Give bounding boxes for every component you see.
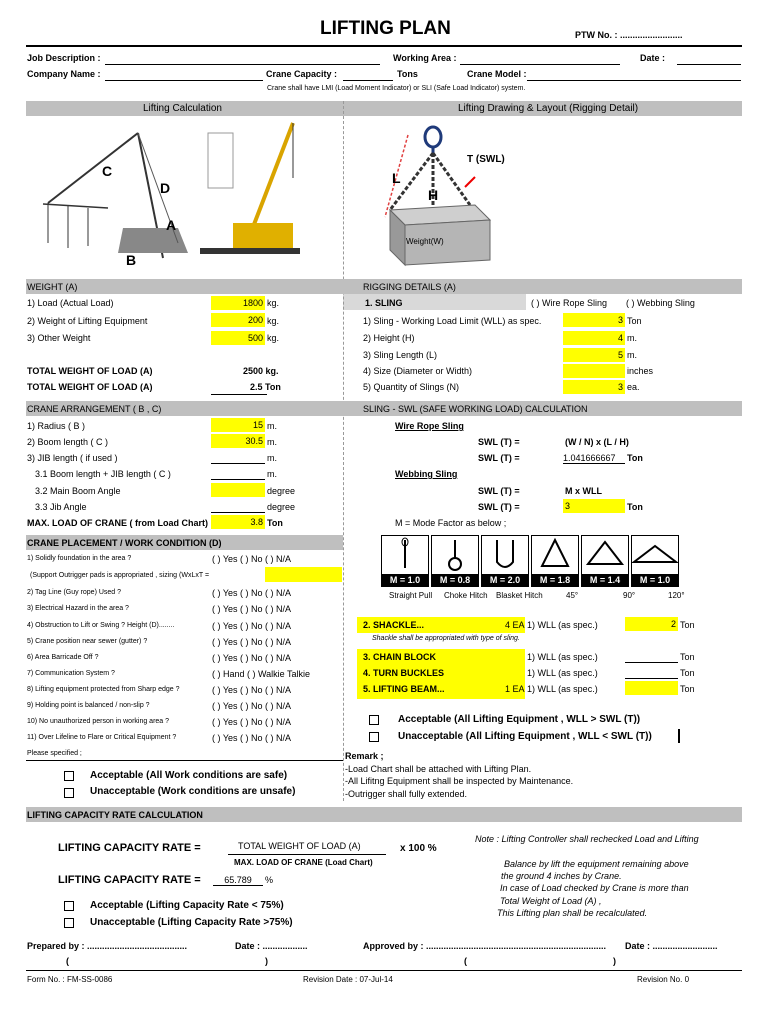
- sling-mode-120: [631, 535, 679, 587]
- placement-row-label: 6) Area Barricade Off ?: [27, 654, 99, 661]
- crane-label-b: B: [126, 252, 137, 268]
- rate-unacceptable-label: Unacceptable (Lifting Capacity Rate >75%): [90, 917, 293, 928]
- rate-times: x 100 %: [400, 843, 437, 854]
- fraction-bar: [228, 854, 386, 855]
- sling-mode-90: [581, 535, 629, 587]
- rate-unacceptable-checkbox[interactable]: [64, 918, 74, 928]
- sling-mode-45: [531, 535, 579, 587]
- crane-model-label: Crane Model :: [467, 69, 527, 79]
- weight-row-label: 3) Other Weight: [27, 333, 91, 343]
- capacity-note: Note : Lifting Controller shall rechecked Load and Lifting: [475, 834, 699, 844]
- rate-percent: %: [265, 875, 274, 885]
- rigging-unit: m.: [627, 333, 637, 343]
- placement-row-label: 2) Tag Line (Guy rope) Used ?: [27, 589, 122, 596]
- ptw-number-field[interactable]: PTW No. : .........................: [575, 30, 683, 40]
- rate-acceptable-label: Acceptable (Lifting Capacity Rate < 75%): [90, 900, 284, 911]
- webbing-option[interactable]: ( ) Webbing Sling: [626, 298, 695, 308]
- rate-numerator: TOTAL WEIGHT OF LOAD (A): [238, 841, 361, 851]
- crane-row-label: 3.1 Boom length + JIB length ( C ): [35, 469, 171, 479]
- placement-row-label: 8) Lifting equipment protected from Sharp edge ?: [27, 686, 180, 693]
- wll-spec-label: 1) WLL (as spec.): [527, 652, 598, 662]
- footer-divider: [26, 970, 742, 971]
- date-label: Date :: [640, 53, 666, 63]
- lifting-beam-ton-unit: Ton: [680, 684, 695, 694]
- swl-label: SWL (T) =: [478, 437, 520, 447]
- placement-options[interactable]: ( ) Yes ( ) No ( ) N/A: [212, 717, 292, 727]
- working-area-label: Working Area :: [393, 53, 457, 63]
- placement-options[interactable]: ( ) Hand ( ) Walkie Talkie: [212, 669, 311, 679]
- mode-factor-note: M = Mode Factor as below ;: [395, 518, 507, 528]
- factor-caption: 120°: [668, 591, 685, 600]
- revision-number: Revision No. 0: [637, 975, 690, 984]
- equipment-unacceptable-label: Unacceptable (All Lifting Equipment , WLL < SWL (T)): [398, 731, 652, 742]
- swl-ton-unit: Ton: [627, 502, 643, 512]
- wire-swl-value: 1.041666667: [563, 452, 625, 464]
- weight-row-label: 2) Weight of Lifting Equipment: [27, 316, 148, 326]
- crane-row-label: 3.2 Main Boom Angle: [35, 486, 121, 496]
- capacity-note: the ground 4 inches by Crane.: [501, 871, 622, 881]
- crane-capacity-field[interactable]: [343, 80, 393, 81]
- placement-options[interactable]: ( ) Yes ( ) No ( ) N/A: [212, 637, 292, 647]
- swl-title: SLING - SWL (SAFE WORKING LOAD) CALCULATION: [363, 404, 588, 414]
- webbing-formula: M x WLL: [565, 486, 602, 496]
- crane-arrangement-title: CRANE ARRANGEMENT ( B , C): [27, 404, 162, 414]
- jib-length-value[interactable]: [211, 452, 265, 464]
- rigging-row-label: 4) Size (Diameter or Width): [363, 366, 473, 376]
- crane-label-d: D: [160, 180, 171, 196]
- capacity-note: Balance by lift the equipment remaining above: [504, 859, 689, 869]
- shackle-note: Shackle shall be appropriated with type of sling.: [372, 635, 520, 642]
- factor-label: M = 2.0: [482, 574, 528, 586]
- company-name-field[interactable]: [105, 80, 263, 81]
- page-title: LIFTING PLAN: [320, 18, 451, 39]
- remark-line: -All Lifitng Equipment shall be inspected by Maintenance.: [345, 776, 574, 786]
- rate-label: LIFTING CAPACITY RATE =: [58, 842, 201, 854]
- max-load-label: MAX. LOAD OF CRANE ( from Load Chart): [27, 518, 208, 528]
- header-divider: [26, 45, 742, 47]
- approver-name-close: ): [613, 956, 616, 966]
- wire-rope-title: Wire Rope Sling: [395, 421, 464, 431]
- wire-formula: (W / N) x (L / H): [565, 437, 629, 447]
- preparer-name-close: ): [265, 956, 268, 966]
- weight-title: WEIGHT (A): [27, 282, 78, 292]
- rigging-row-label: 3) Sling Length (L): [363, 350, 438, 360]
- chain-block-wll-field[interactable]: [625, 651, 678, 663]
- total-underline: [211, 394, 267, 395]
- radius-value[interactable]: 15: [211, 418, 265, 432]
- wll-spec-label: 1) WLL (as spec.): [527, 684, 598, 694]
- length-label: L: [392, 170, 401, 186]
- height-value[interactable]: 4: [563, 331, 625, 345]
- prepared-by-field[interactable]: Prepared by : ........................................: [27, 941, 188, 951]
- capacity-note: Total Weight of Load (A) ,: [500, 896, 602, 906]
- jib-angle-value[interactable]: [211, 501, 265, 513]
- factor-label: M = 1.8: [532, 574, 578, 586]
- boom-length-value[interactable]: 30.5: [211, 434, 265, 448]
- sling-quantity-value[interactable]: 3: [563, 380, 625, 394]
- weight-unit: kg.: [267, 298, 280, 308]
- lifting-calculation-title: Lifting Calculation: [143, 103, 222, 114]
- text-cursor: [678, 729, 680, 743]
- swl-label: SWL (T) =: [478, 453, 520, 463]
- placement-options[interactable]: ( ) Yes ( ) No ( ) N/A: [212, 653, 292, 663]
- crane-unit: degree: [267, 502, 296, 512]
- swl-label: SWL (T) =: [478, 486, 520, 496]
- weight-other-value[interactable]: 500: [211, 331, 265, 345]
- please-specified: Please specified ;: [27, 750, 82, 757]
- approved-by-field[interactable]: Approved by : ........................................................................: [363, 941, 607, 951]
- swl-ton-unit: Ton: [627, 453, 643, 463]
- equipment-acceptable-checkbox[interactable]: [369, 715, 379, 725]
- sling-mode-straight: [381, 535, 429, 587]
- date-field[interactable]: [677, 64, 741, 65]
- rigging-unit: ea.: [627, 382, 640, 392]
- chain-block-ton-unit: Ton: [680, 652, 695, 662]
- prepared-date-field[interactable]: Date : ..................: [235, 941, 308, 951]
- lmi-note: Crane shall have LMI (Load Moment Indicator) or SLI (Safe Load Indicator) system.: [267, 85, 526, 92]
- rate-denominator: MAX. LOAD OF CRANE (Load Chart): [234, 858, 373, 867]
- total-weight-kg: 2500 kg.: [243, 366, 279, 376]
- weight-load-value[interactable]: 1800: [211, 296, 265, 310]
- form-number: Form No. : FM-SS-0086: [27, 975, 113, 984]
- rigging-title: RIGGING DETAILS (A): [363, 282, 456, 292]
- total-weight-kg-label: TOTAL WEIGHT OF LOAD (A): [27, 366, 153, 376]
- capacity-note: In case of Load checked by Crane is more than: [500, 883, 689, 893]
- placement-title: CRANE PLACEMENT / WORK CONDITION (D): [27, 538, 222, 548]
- placement-row-label: 10) No unauthorized person in working area ?: [27, 718, 170, 725]
- shackle-label: 2. SHACKLE...: [363, 620, 425, 630]
- placement-row-label: (Support Outrigger pads is appropriated , sizing (WxLxT =: [30, 572, 210, 579]
- placement-options[interactable]: ( ) Yes ( ) No ( ) N/A: [212, 733, 292, 743]
- factor-label: M = 1.0: [382, 574, 428, 586]
- job-description-field[interactable]: [105, 64, 380, 65]
- remark-line: -Load Chart shall be attached with Lifting Plan.: [345, 764, 532, 774]
- max-load-value[interactable]: 3.8: [211, 515, 265, 529]
- webbing-title: Webbing Sling: [395, 469, 458, 479]
- preparer-name-open: (: [66, 956, 69, 966]
- weight-unit: kg.: [267, 316, 280, 326]
- crane-label-a: A: [166, 217, 177, 233]
- crane-unit: m.: [267, 469, 277, 479]
- sling-label: 1. SLING: [365, 298, 403, 308]
- weight-equipment-value[interactable]: 200: [211, 313, 265, 327]
- sling-size-value[interactable]: [563, 364, 625, 378]
- lifting-drawing-title: Lifting Drawing & Layout (Rigging Detail): [458, 103, 639, 114]
- please-specified-line: [26, 760, 343, 761]
- turn-buckles-ton-unit: Ton: [680, 668, 695, 678]
- factor-label: M = 0.8: [432, 574, 478, 586]
- job-description-label: Job Description :: [27, 53, 101, 63]
- lifting-beam-label: 5. LIFTING BEAM...: [363, 684, 445, 694]
- rigging-row-label: 1) Sling - Working Load Limit (WLL) as spec.: [363, 316, 542, 326]
- crane-unit: degree: [267, 486, 296, 496]
- swl-label: SWL (T) =: [478, 502, 520, 512]
- rigging-row-label: 2) Height (H): [363, 333, 415, 343]
- placement-options[interactable]: ( ) Yes ( ) No ( ) N/A: [212, 604, 292, 614]
- sling-mode-choke: [431, 535, 479, 587]
- sling-mode-basket: [481, 535, 529, 587]
- rigging-unit: Ton: [627, 316, 642, 326]
- rate-label: LIFTING CAPACITY RATE =: [58, 874, 201, 886]
- placement-row-label: 11) Over Lifeline to Flare or Critical Equipment ?: [27, 734, 177, 741]
- remark-title: Remark ;: [345, 751, 384, 761]
- column-divider: [343, 101, 344, 801]
- crane-label-c: C: [102, 163, 113, 179]
- crane-row-label: 1) Radius ( B ): [27, 421, 86, 431]
- shackle-ton-unit: Ton: [680, 620, 695, 630]
- working-area-field[interactable]: [460, 64, 620, 65]
- placement-row-label: 7) Communication System ?: [27, 670, 115, 677]
- work-acceptable-checkbox[interactable]: [64, 771, 74, 781]
- placement-row-label: 5) Crane position near sewer (gutter) ?: [27, 638, 148, 645]
- remark-line: -Outrigger shall fully extended.: [345, 789, 468, 799]
- shackle-qty[interactable]: 4 EA: [505, 620, 525, 630]
- rate-value: 65.789: [213, 874, 263, 886]
- work-unacceptable-label: Unacceptable (Work conditions are unsafe): [90, 786, 296, 797]
- placement-row-label: 3) Electrical Hazard in the area ?: [27, 605, 129, 612]
- chain-block-label: 3. CHAIN BLOCK: [363, 652, 437, 662]
- factor-caption: Straight Pull: [389, 591, 433, 600]
- factor-label: M = 1.0: [632, 574, 678, 586]
- capacity-note: This Lifting plan shall be recalculated.: [497, 908, 648, 918]
- placement-row-label: 4) Obstruction to Lift or Swing ? Height (D)........: [27, 622, 175, 629]
- weight-unit: kg.: [267, 333, 280, 343]
- wire-rope-option[interactable]: ( ) Wire Rope Sling: [531, 298, 608, 308]
- lifting-beam-qty[interactable]: 1 EA: [505, 684, 525, 694]
- outrigger-size-field[interactable]: [265, 567, 342, 582]
- turn-buckles-label: 4. TURN BUCKLES: [363, 668, 445, 678]
- crane-unit: m.: [267, 421, 277, 431]
- factor-caption: 90°: [623, 591, 636, 600]
- tension-label: T (SWL): [467, 154, 505, 165]
- total-weight-ton: 2.5 Ton: [250, 382, 281, 392]
- main-boom-angle-value[interactable]: [211, 483, 265, 497]
- boom-jib-length-value[interactable]: [211, 468, 265, 480]
- total-weight-ton-label: TOTAL WEIGHT OF LOAD (A): [27, 382, 153, 392]
- height-label: H: [428, 187, 439, 203]
- crane-model-field[interactable]: [527, 80, 741, 81]
- crane-row-label: 2) Boom length ( C ): [27, 437, 109, 447]
- crane-capacity-label: Crane Capacity :: [266, 69, 338, 79]
- factor-caption: Blasket Hitch: [496, 591, 543, 600]
- equipment-unacceptable-checkbox[interactable]: [369, 732, 379, 742]
- revision-date: Revision Date : 07-Jul-14: [303, 975, 393, 984]
- crane-row-label: 3) JIB length ( if used ): [27, 453, 118, 463]
- approved-date-field[interactable]: Date : ..........................: [625, 941, 718, 951]
- placement-options[interactable]: ( ) Yes ( ) No ( ) N/A: [212, 701, 292, 711]
- company-name-label: Company Name :: [27, 69, 101, 79]
- placement-row-label: 1) Solidly foundation in the area ?: [27, 555, 132, 562]
- rigging-unit: inches: [627, 366, 654, 376]
- equipment-acceptable-label: Acceptable (All Lifting Equipment , WLL > SWL (T)): [398, 714, 641, 725]
- weight-label: Weight(W): [406, 237, 444, 246]
- approver-name-open: (: [464, 956, 467, 966]
- tons-label: Tons: [397, 69, 418, 79]
- max-load-unit: Ton: [267, 518, 283, 528]
- placement-options[interactable]: ( ) Yes ( ) No ( ) N/A: [212, 685, 292, 695]
- sling-wll-value[interactable]: 3: [563, 313, 625, 327]
- lifting-beam-wll-field[interactable]: [625, 681, 678, 695]
- placement-row-label: 9) Holding point is balanced / non-slip ?: [27, 702, 150, 709]
- crane-unit: m.: [267, 453, 277, 463]
- wll-spec-label: 1) WLL (as spec.): [527, 620, 598, 630]
- placement-options[interactable]: ( ) Yes ( ) No ( ) N/A: [212, 621, 292, 631]
- factor-caption: Choke Hitch: [444, 591, 488, 600]
- placement-options[interactable]: ( ) Yes ( ) No ( ) N/A: [212, 588, 292, 598]
- crane-diagram: [28, 118, 338, 278]
- rigging-row-label: 5) Quantity of Slings (N): [363, 382, 460, 392]
- capacity-title: LIFTING CAPACITY RATE CALCULATION: [27, 810, 203, 820]
- rigging-diagram: [375, 125, 515, 275]
- shackle-wll-value[interactable]: 2: [625, 617, 678, 631]
- crane-unit: m.: [267, 437, 277, 447]
- rate-acceptable-checkbox[interactable]: [64, 901, 74, 911]
- factor-caption: 45°: [566, 591, 579, 600]
- work-acceptable-label: Acceptable (All Work conditions are safe): [90, 770, 288, 781]
- placement-options[interactable]: ( ) Yes ( ) No ( ) N/A: [212, 554, 292, 564]
- turn-buckles-wll-field[interactable]: [625, 667, 678, 679]
- webbing-swl-value: 3: [563, 499, 625, 513]
- crane-row-label: 3.3 Jib Angle: [35, 502, 87, 512]
- factor-label: M = 1.4: [582, 574, 628, 586]
- weight-row-label: 1) Load (Actual Load): [27, 298, 114, 308]
- wll-spec-label: 1) WLL (as spec.): [527, 668, 598, 678]
- sling-length-value[interactable]: 5: [563, 348, 625, 362]
- rigging-unit: m.: [627, 350, 637, 360]
- work-unacceptable-checkbox[interactable]: [64, 788, 74, 798]
